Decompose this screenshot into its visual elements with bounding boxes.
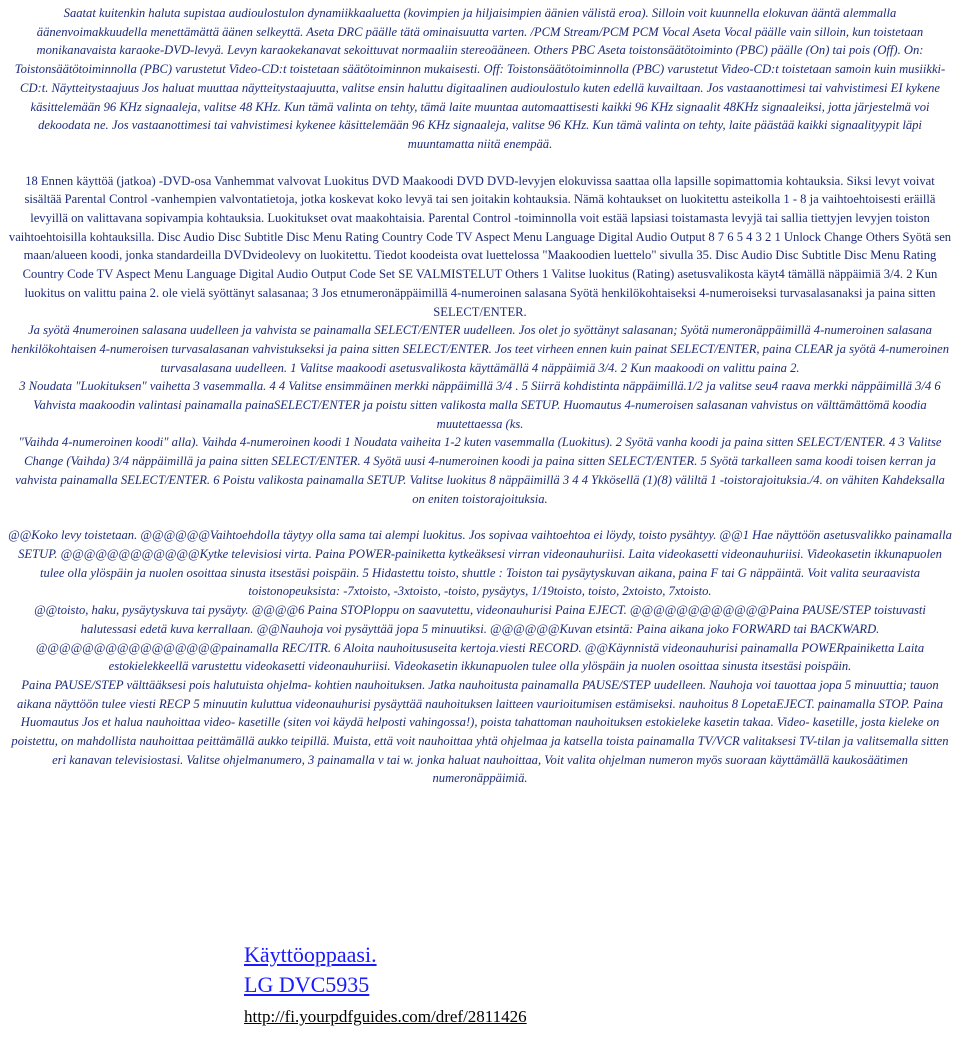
paragraph-change-code: "Vaihda 4-numeroinen koodi" alla). Vaihda 4-numeroinen koodi 1 Noudata vaiheita 1-2 kuten vasemmalla (Luokitus). 2 Syötä vanha koodi ja paina sitten SELECT/ENTER. 4 3 Valitse Change (Vaihda) 3/4 näppäimillä ja paina sitten SELECT/ENTER. 4 Syötä uusi 4-numeroinen koodi ja paina sitten SELECT/ENTER. 5 Syötä tarkalleen sama koodi toisen kerran ja vahvista painamalla SELECT/ENTER. 6 Poistu valikosta painamalla SETUP. Valitse luokitus 8 näppäimillä 3 4 4 Ykkösellä (1)(8) väliltä 1 -toistorajoituksia./4. on vähiten Kahdeksalla on eniten toistorajoituksia.: [15, 435, 945, 506]
document-body: [8, 4, 952, 788]
footer-links: [244, 940, 527, 1030]
paragraph-vcr-record: @@@@@@@@@@@@@@@@painamalla REC/ITR. 6 Aloita nauhoitususeita kertoja.viesti RECORD. @@Käynnistä videonauhurisi painamalla POWERpainiketta Laita estokielekkeellä varustettu videokasetti videonauhuriisi. Videokasetin ikkunapuolen tulee olla ylöspäin ja nuolen osoittaa sinusta itsestäsi poispäin.: [35, 640, 925, 674]
paragraph-password: Ja syötä 4numeroinen salasana uudelleen ja vahvista se painamalla SELECT/ENTER uudelleen. Jos olet jo syöttänyt salasanan; Syötä numeronäppäimillä 4-numeroinen salasana henkilökohtaisen 4-numeroisen turvasalasanan vahvistukseksi ja paina sitten SELECT/ENTER. Jos teet virheen ennen kuin painat SELECT/ENTER, paina CLEAR ja syötä 4-numeroinen turvasalasana uudelleen. 1 Valitse maakoodi asetusvalikosta käyttämällä 4 näppäimiä 3/4. 2 Kun maakoodi on valittu paina 2.: [10, 323, 950, 375]
paragraph-country-code: 3 Noudata "Luokituksen" vaihetta 3 vasemmalla. 4 4 Valitse ensimmäinen merkki näppäimillä 3/4 . 5 Siirrä kohdistinta näppäimillä.1/2 ja valitse seu4 raava merkki näppäimillä 3/4 6 Vahvista maakoodin valintasi painamalla painaSELECT/ENTER ja poistu sitten valikosta malla SETUP. Huomautus 4-numeroisen salasanan vahvistus on välttämättömä koodia muutettaessa (ks.: [19, 379, 941, 431]
paragraph-vcr-pause: Paina PAUSE/STEP välttääksesi pois halutuista ohjelma- kohtien nauhoituksen. Jatka nauhoitusta painamalla PAUSE/STEP uudelleen. Nauhoja voi tauottaa jopa 5 minuuttia; tauon aikana näyttöön tulee viesti RECP 5 minuutin kuluttua videonauhurisi pysäyttää nauhoituksen laitteen vaurioitumisen estämiseksi. nauhoitus 8 LopetaEJECT. painamalla STOP. Paina Huomautus Jos et halua nauhoittaa video- kasetille (siten voi käydä helposti vahingossa!), poista tahattoman nauhoituksen estokieleke kasetin takaa. Video- kasetille, josta kieleke on poistettu, on mahdollista nauhoittaa peittämällä aukko teipillä. Muista, että voit nauhoittaa yhtä ohjelmaa ja katsella toista painamalla TV/VCR valitaksesi TV-tilan ja valitsemalla sitten eri kanavan televisiostasi. Valitse ohjelmanumero, 3 painamalla v tai w. jonka haluat nauhoittaa, Voit valita ohjelman numeron myös suoraan käyttämällä kaukosäätimen numeronäppäimiä.: [11, 677, 949, 786]
paragraph-parental-control: 18 Ennen käyttöä (jatkoa) -DVD-osa Vanhemmat valvovat Luokitus DVD Maakoodi DVD DVD-levyjen elokuvissa saattaa olla lapsille sopimattomia kohtauksia. Siksi levyt voivat sisältää Parental Control -vanhempien valvontatietoja, jotka koskevat koko levyä tai sen joitakin kohtauksia. Nämä kohtaukset on luokitettu asteikolla 1 - 8 ja vaihtoehtoisesti eräillä levyillä on valittavana sopivampia kohtauksia. Luokitukset ovat maakohtaisia. Parental Control -toiminnolla voit estää lapsiasi toistamasta levyjä tai sallia tiettyjen levyjen toiston vaihtoehtoisilla kohtauksilla. Disc Audio Disc Subtitle Disc Menu Rating Country Code TV Aspect Menu Language Digital Audio Output 8 7 6 5 4 3 2 1 Unlock Change Others Syötä sen maan/alueen koodi, jonka standardeilla DVDvideolevy on luokitettu. Tiedot koodeista ovat luettelossa "Maakoodien luettelo" sivulla 35. Disc Audio Disc Subtitle Disc Menu Rating Country Code TV Aspect Menu Language Digital Audio Output Code Set SE VALMISTELUT Others 1 Valitse luokitus (Rating) asetusvalikosta käyt4 tämällä näppäimiä 3/4. 2 Kun luokitus on valittu paina 2. ole vielä syöttänyt salasanaa; 3 Jos etnumeronäppäimillä 4-numeroinen salasana Syötä henkilökohtaiseksi 4-numeroiseksi turvasalasanaksi ja paina sitten SELECT/ENTER.: [8, 173, 952, 319]
model-link[interactable]: LG DVC5935: [244, 972, 370, 997]
source-url-link[interactable]: http://fi.yourpdfguides.com/dref/2811426: [244, 1007, 527, 1026]
paragraph-audio-settings: Saatat kuitenkin haluta supistaa audioulostulon dynamiikkaaluetta (kovimpien ja hiljaisimpien äänien välistä eroa). Silloin voit kuunnella elokuvan ääntä alemmalla äänenvoimakkuudella menettämättä äänen selkeyttä. Aseta DRC päälle tätä ominaisuutta varten. /PCM Stream/PCM PCM Vocal Aseta Vocal päälle vain silloin, kun toistetaan monikanavaista karaoke-DVD-levyä. Levyn karaokekanavat sekoittuvat normaaliin stereoääneen. Others PBC Aseta toistonsäätötoiminto (PBC) päälle (On) tai pois (Off). On: Toistonsäätötoiminnolla (PBC) varustetut Video-CD:t toistetaan säätötoiminnon mukaisesti. Off: Toistonsäätötoiminnolla (PBC) varustetut Video-CD:t toistetaan samoin kuin musiikki-CD:t. Näytteitystaajuus Jos haluat muuttaa näytteitystaajuutta, valitse ensin haluttu digitaalinen audioulostulo kuten edellä kuvailtaan. Jos vastaanottimesi tai vahvistimesi EI kykene käsittelemään 96 KHz signaaleja, valitse 48 KHz. Kun tämä valinta on tehty, tämä laite muuntaa automaattisesti kaikki 96 KHz signaalit 48KHz signaaleiksi, jotta järjestelmä voi dekoodata ne. Jos vastaanottimesi tai vahvistimesi kykenee käsittelemään 96 KHz signaaleja, valitse 96 KHz. Kun tämä valinta on tehty, laite päästää kaikki signaalityypit läpi muuntamatta niitä enempää.: [14, 6, 946, 151]
paragraph-vcr-search: @@toisto, haku, pysäytyskuva tai pysäyty. @@@@6 Paina STOPloppu on saavutettu, videonauhurisi Paina EJECT. @@@@@@@@@@@@Paina PAUSE/STEP toistuvasti halutessasi edetä kuva kerrallaan. @@Nauhoja voi pysäyttää jopa 5 minuutiksi. @@@@@@Kuvan etsintä: Paina aikana joko FORWARD tai BACKWARD.: [34, 603, 926, 636]
manual-title-link[interactable]: Käyttöoppaasi.: [244, 942, 377, 967]
paragraph-vcr-playback: @@Koko levy toistetaan. @@@@@@Vaihtoehdolla täytyy olla sama tai alempi luokitus. Jos sopivaa vaihtoehtoa ei löydy, toisto pysähtyy. @@1 Hae näyttöön asetusvalikko painamalla SETUP. @@@@@@@@@@@@Kytke televisiosi virta. Paina POWER-painiketta kytkeäksesi virran videonauhuriisi. Laita videokasetti videonauhuriisi. Videokasetin ikkunapuolen tulee olla ylöspäin ja nuolen osoittaa sinusta itsestäsi poispäin. 5 Hidastettu toisto, shuttle : Toiston tai pysäytyskuvan aikana, paina F tai G näppäintä. Voit valita seuraavista toistonopeuksista: -7xtoisto, -3xtoisto, -toisto, pysäytys, 1/19toisto, toisto, 2xtoisto, 7xtoisto.: [8, 528, 952, 599]
